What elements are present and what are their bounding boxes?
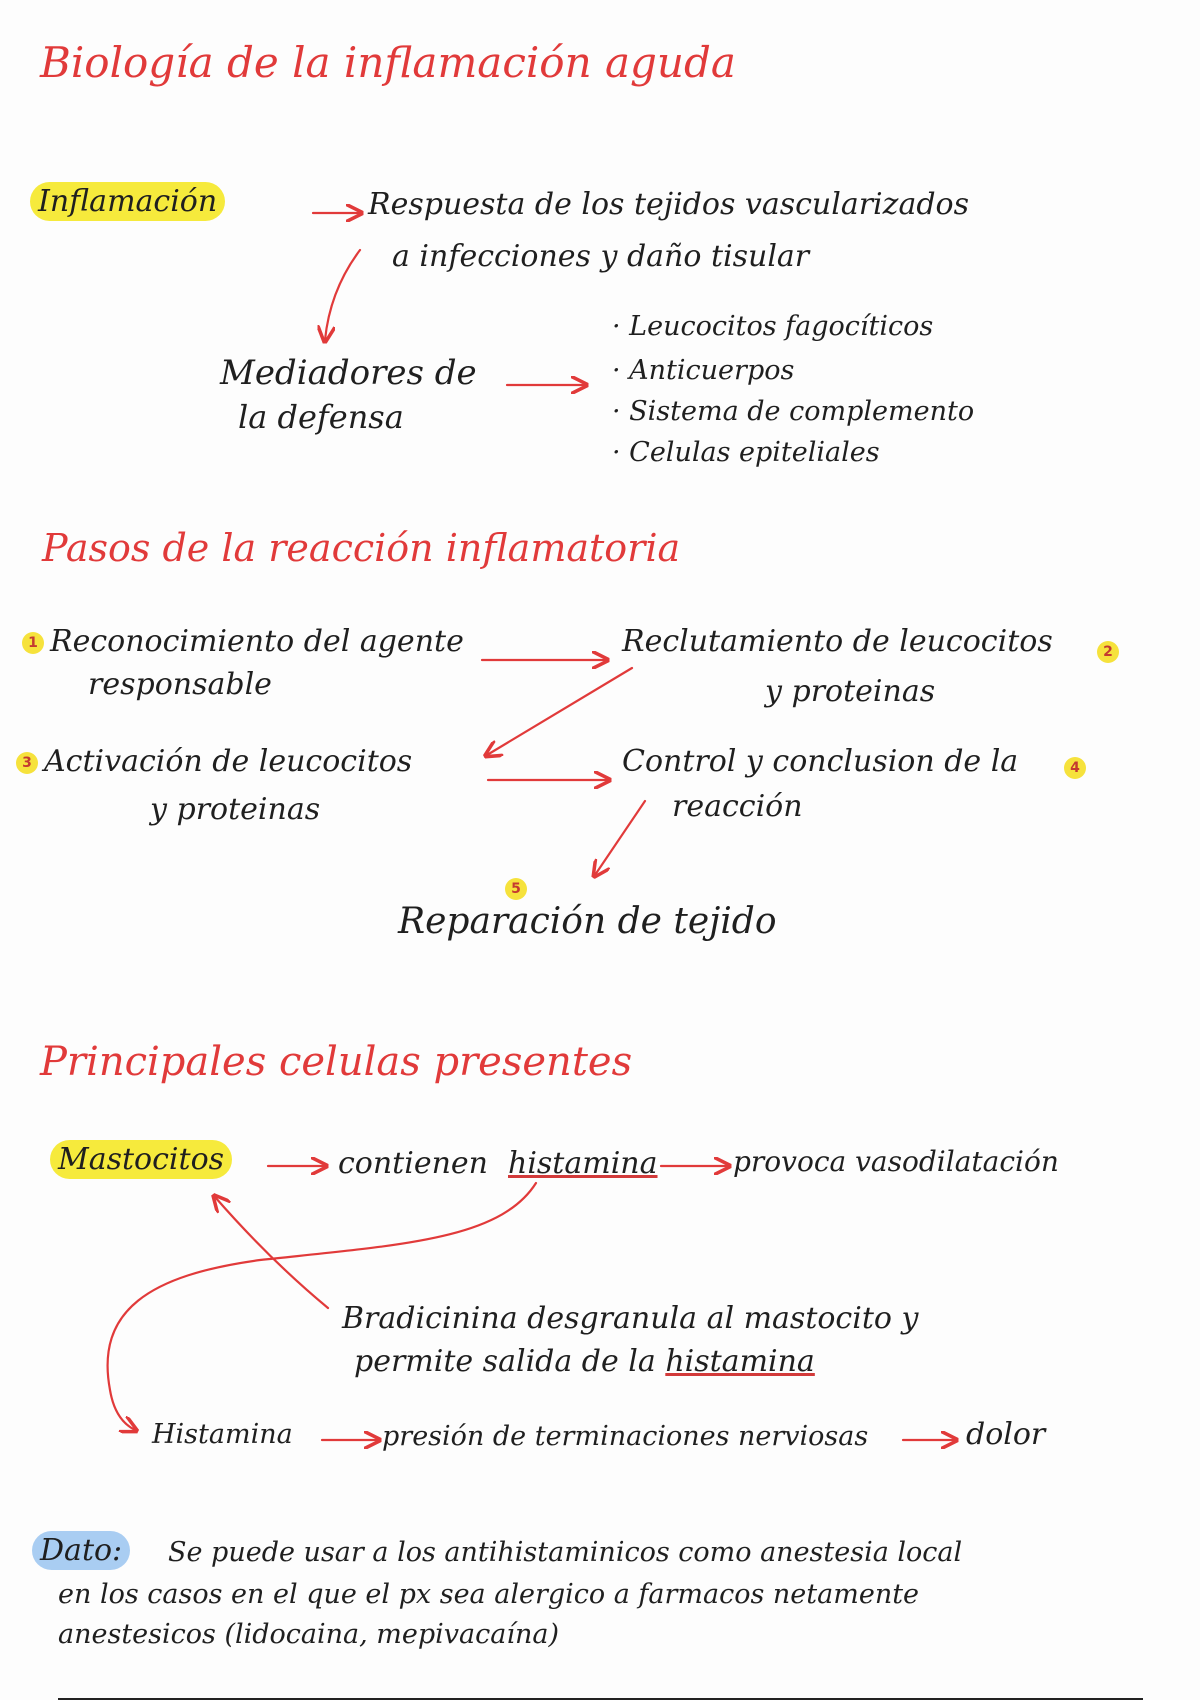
step-number-badge: 5: [505, 878, 527, 900]
step2-line2: y proteinas: [765, 674, 936, 709]
bradicinina-line2: permite salida de la histamina: [354, 1344, 815, 1379]
arrow-histamina-loop: [108, 1183, 536, 1430]
dato-line1: Se puede usar a los antihistaminicos como anestesia local: [168, 1537, 963, 1568]
mastocitos-highlight: Mastocitos: [50, 1140, 232, 1179]
arrow-step4-step5: [595, 801, 645, 875]
presion-text: presión de terminaciones nerviosas: [382, 1421, 869, 1452]
arrow-step2-step3: [487, 668, 632, 755]
list-item: · Celulas epiteliales: [612, 437, 880, 468]
dato-line3: anestesicos (lidocaina, mepivacaína): [58, 1619, 560, 1650]
step-number-badge: 1: [22, 632, 44, 654]
celulas-title: Principales celulas presentes: [40, 1039, 633, 1085]
step5: Reparación de tejido: [398, 901, 777, 942]
bradicinina-line1: Bradicinina desgranula al mastocito y: [342, 1301, 919, 1336]
step1-line2: responsable: [88, 667, 272, 702]
step-number-badge: 2: [1097, 641, 1119, 663]
step3-line2: y proteinas: [150, 792, 321, 827]
pasos-title: Pasos de la reacción inflamatoria: [42, 526, 681, 570]
arrow-inflamacion-mediadores: [325, 250, 360, 340]
step4-line1: Control y conclusion de la: [622, 744, 1019, 779]
dato-highlight: Dato:: [32, 1531, 130, 1570]
dolor-text: dolor: [966, 1417, 1046, 1452]
page-title: Biología de la inflamación aguda: [40, 38, 736, 87]
step-number-badge: 4: [1064, 757, 1086, 779]
arrow-bradicinina-mastocitos: [215, 1197, 328, 1308]
list-item: · Anticuerpos: [612, 355, 795, 386]
step-number-badge: 3: [16, 752, 38, 774]
step3-line1: Activación de leucocitos: [44, 744, 413, 779]
step2-line1: Reclutamiento de leucocitos: [622, 624, 1053, 659]
histamina-term: Histamina: [152, 1419, 293, 1450]
dato-line2: en los casos en el que el px sea alergico a farmacos netamente: [58, 1579, 920, 1610]
mediadores-line1: Mediadores de: [220, 353, 477, 393]
inflamacion-definition-line1: Respuesta de los tejidos vascularizados: [368, 187, 969, 222]
inflamacion-highlight: Inflamación: [30, 182, 225, 221]
inflamacion-definition-line2: a infecciones y daño tisular: [392, 239, 810, 274]
contienen-text: contienen: [338, 1146, 488, 1181]
provoca-text: provoca vasodilatación: [733, 1145, 1059, 1178]
step4-line2: reacción: [672, 789, 803, 824]
mediadores-line2: la defensa: [238, 398, 404, 436]
step1-line1: Reconocimiento del agente: [50, 624, 464, 659]
list-item: · Sistema de complemento: [612, 396, 975, 427]
list-item: · Leucocitos fagocíticos: [612, 311, 934, 342]
histamina-underlined-2: histamina: [665, 1344, 815, 1379]
histamina-underlined: histamina: [508, 1146, 658, 1181]
